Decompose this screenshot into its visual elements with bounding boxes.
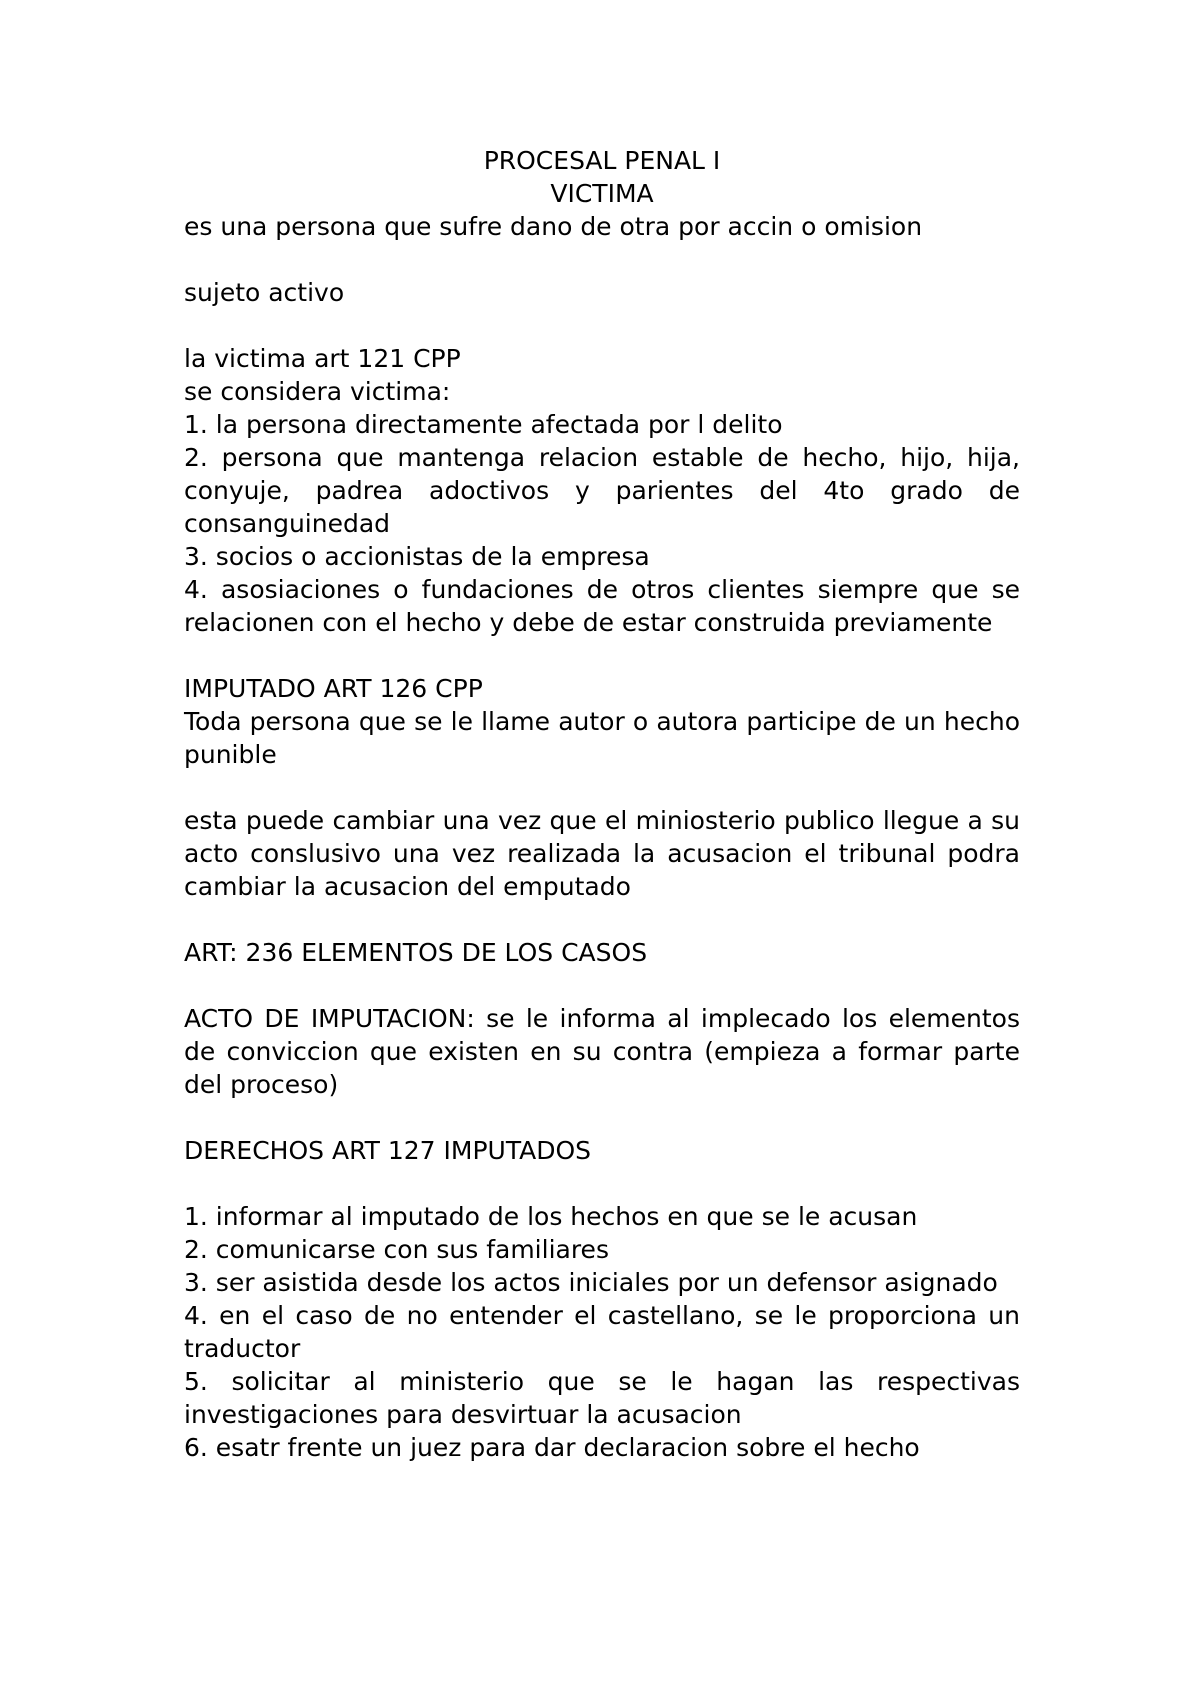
derechos-heading: DERECHOS ART 127 IMPUTADOS xyxy=(184,1136,592,1165)
spacer xyxy=(184,1167,1020,1200)
spacer xyxy=(184,243,1020,276)
victima-list-item: 2. persona que mantenga relacion estable de hecho, hijo, hija, conyuje, padrea adoctivos y parientes del 4to grado de consanguinedad xyxy=(184,443,1020,538)
document-page xyxy=(184,144,1020,1464)
acto-imputacion-paragraph: ACTO DE IMPUTACION: se le informa al implecado los elementos de conviccion que existen en su contra (empieza a formar parte del proceso) xyxy=(184,1004,1020,1099)
spacer xyxy=(184,1101,1020,1134)
victima-list-item: 3. socios o accionistas de la empresa xyxy=(184,542,650,571)
art236-heading: ART: 236 ELEMENTOS DE LOS CASOS xyxy=(184,938,648,967)
derechos-list-item: 1. informar al imputado de los hechos en que se le acusan xyxy=(184,1202,918,1231)
document-title: PROCESAL PENAL I xyxy=(483,146,721,175)
spacer xyxy=(184,771,1020,804)
spacer xyxy=(184,309,1020,342)
derechos-list-item: 5. solicitar al ministerio que se le hagan las respectivas investigaciones para desvirtuar la acusacion xyxy=(184,1367,1020,1429)
victima-definition: es una persona que sufre dano de otra por accin o omision xyxy=(184,212,923,241)
victima-intro: se considera victima: xyxy=(184,377,451,406)
derechos-list-item: 6. esatr frente un juez para dar declaracion sobre el hecho xyxy=(184,1433,920,1462)
section-title-victima: VICTIMA xyxy=(550,179,654,208)
victima-list-item: 4. asosiaciones o fundaciones de otros clientes siempre que se relacionen con el hecho y debe de estar construida previamente xyxy=(184,575,1020,637)
derechos-list-item: 2. comunicarse con sus familiares xyxy=(184,1235,609,1264)
victima-list-item: 1. la persona directamente afectada por l delito xyxy=(184,410,783,439)
victima-article: la victima art 121 CPP xyxy=(184,344,461,373)
spacer xyxy=(184,903,1020,936)
spacer xyxy=(184,639,1020,672)
derechos-list-item: 4. en el caso de no entender el castellano, se le proporciona un traductor xyxy=(184,1301,1020,1363)
imputado-heading: IMPUTADO ART 126 CPP xyxy=(184,674,483,703)
imputado-definition: Toda persona que se le llame autor o autora participe de un hecho punible xyxy=(184,707,1020,769)
spacer xyxy=(184,969,1020,1002)
sujeto-activo-line: sujeto activo xyxy=(184,278,345,307)
derechos-list-item: 3. ser asistida desde los actos iniciales por un defensor asignado xyxy=(184,1268,998,1297)
imputado-note: esta puede cambiar una vez que el miniosterio publico llegue a su acto conslusivo una vez realizada la acusacion el tribunal podra cambiar la acusacion del emputado xyxy=(184,806,1020,901)
